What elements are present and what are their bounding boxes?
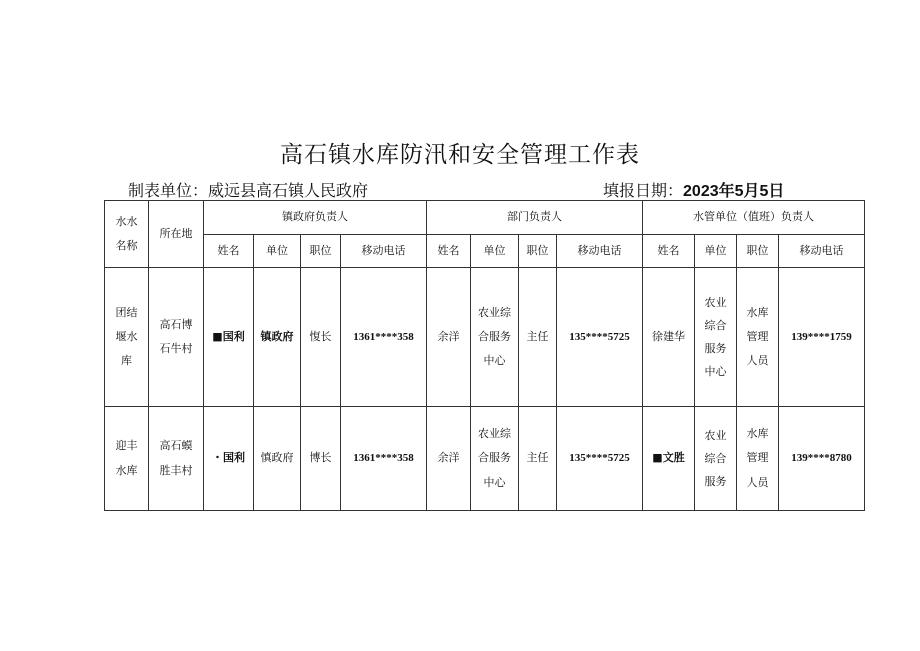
header-mgmt-unit: 单位 [695, 235, 737, 268]
mgmt-phone: 139****1759 [779, 268, 865, 407]
page-title: 高石镇水库防汛和安全管理工作表 [280, 142, 640, 168]
mgmt-unit: 农业 综合 服务 中心 [695, 268, 737, 407]
header-mgmt-phone: 移动电话 [779, 235, 865, 268]
reservoir-name: 迎丰 水库 [105, 407, 149, 511]
header-gov-phone: 移动电话 [341, 235, 427, 268]
mgmt-unit: 农业 综合 服务 [695, 407, 737, 511]
gov-unit: 镇政府 [254, 268, 301, 407]
gov-unit: 慎政府 [254, 407, 301, 511]
table-row [105, 268, 865, 407]
header-group-dept: 部门负责人 [427, 201, 643, 235]
header-gov-unit: 单位 [254, 235, 301, 268]
gov-position: 博长 [301, 407, 341, 511]
gov-phone: 1361****358 [341, 268, 427, 407]
gov-position: 愎长 [301, 268, 341, 407]
header-mgmt-name: 姓名 [643, 235, 695, 268]
dept-unit: 农业综 合服务 中心 [471, 268, 519, 407]
safety-management-table [104, 200, 865, 511]
mgmt-name: ■文胜 [643, 407, 695, 511]
issuing-unit: 制表单位：威远县高石镇人民政府 [128, 181, 369, 200]
reservoir-location: 高石蟆 胜丰村 [149, 407, 204, 511]
header-row-columns [105, 235, 865, 268]
header-group-mgmt: 水管单位（值班）负责人 [643, 201, 865, 235]
header-dept-position: 职位 [519, 235, 557, 268]
header-reservoir-name: 水水 名称 [105, 201, 149, 268]
dept-position: 主任 [519, 407, 557, 511]
header-gov-position: 职位 [301, 235, 341, 268]
dept-name: 余洋 [427, 407, 471, 511]
header-location: 所在地 [149, 201, 204, 268]
header-mgmt-position: 职位 [737, 235, 779, 268]
gov-name: ■国利 [204, 268, 254, 407]
dept-unit: 农业综 合服务 中心 [471, 407, 519, 511]
header-row-groups [105, 201, 865, 235]
dept-name: 余洋 [427, 268, 471, 407]
report-date-value: 2023年5月5日 [683, 183, 785, 200]
dept-phone: 135****5725 [557, 407, 643, 511]
report-date [603, 178, 784, 201]
gov-name: ・国利 [204, 407, 254, 511]
reservoir-location: 高石博 石牛村 [149, 268, 204, 407]
mgmt-phone: 139****8780 [779, 407, 865, 511]
table-row [105, 407, 865, 511]
mgmt-name: 徐建华 [643, 268, 695, 407]
header-gov-name: 姓名 [204, 235, 254, 268]
gov-phone: 1361****358 [341, 407, 427, 511]
mgmt-position: 水库 管理 人员 [737, 268, 779, 407]
dept-position: 主任 [519, 268, 557, 407]
mgmt-position: 水库 管理 人员 [737, 407, 779, 511]
report-date-label: 填报日期： [603, 181, 684, 200]
reservoir-name: 团结 堰水 库 [105, 268, 149, 407]
header-group-gov: 镇政府负责人 [204, 201, 427, 235]
header-dept-name: 姓名 [427, 235, 471, 268]
header-dept-phone: 移动电话 [557, 235, 643, 268]
dept-phone: 135****5725 [557, 268, 643, 407]
header-dept-unit: 单位 [471, 235, 519, 268]
